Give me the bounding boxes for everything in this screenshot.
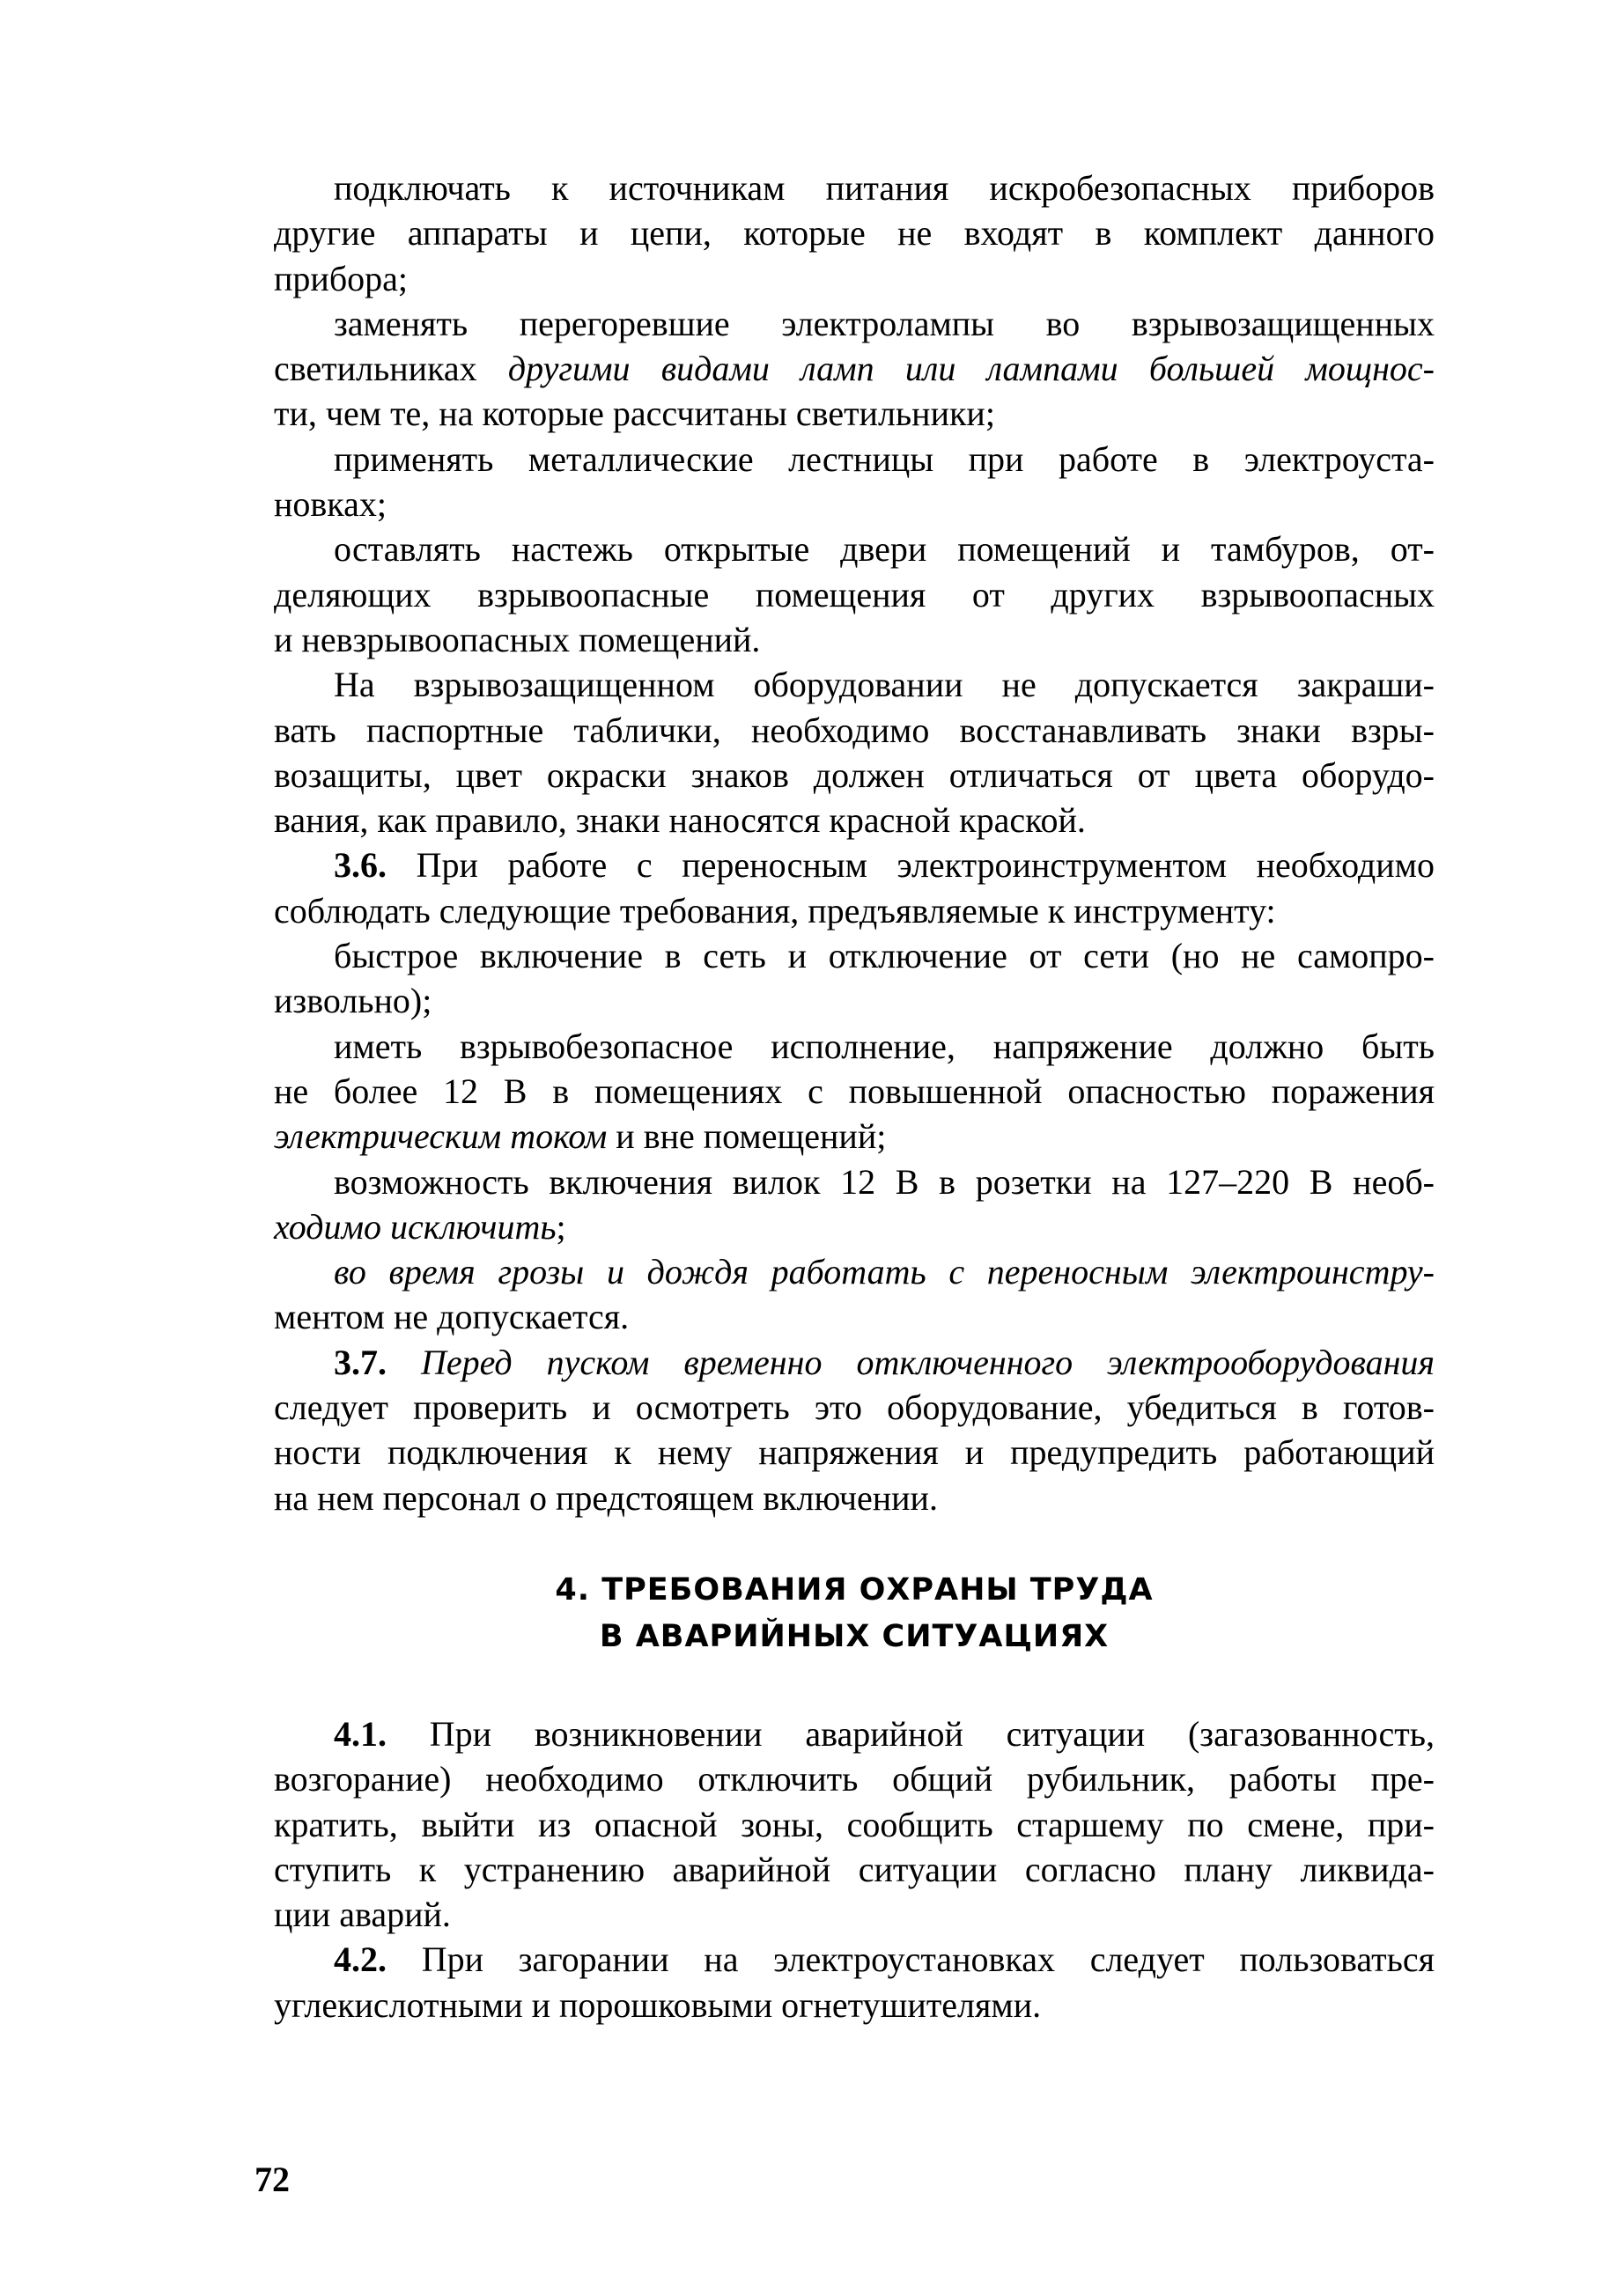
text-line: вания, как правило, знаки наносятся красной краской. (274, 800, 1086, 841)
text-segment: светильниках (274, 349, 508, 389)
text-line: оставлять настежь открытые двери помещений и тамбуров, от- (334, 529, 1435, 570)
text-line: другие аппараты и цепи, которые не входят в комплект данного (274, 213, 1435, 254)
clause-number: 4.1. (334, 1714, 387, 1754)
text-line (274, 346, 1435, 391)
text-line (274, 1937, 1435, 1982)
text-segment: При работе с переносным электроинструментом необходимо (387, 845, 1435, 886)
text-line: иметь взрывобезопасное исполнение, напряжение должно быть (334, 1026, 1435, 1066)
text-line: следует проверить и осмотреть это оборудование, убедиться в готов- (274, 1387, 1435, 1428)
clause-number: 4.2. (334, 1939, 387, 1980)
text-line: ментом не допускается. (274, 1297, 630, 1337)
text-line: возгорание) необходимо отключить общий рубильник, работы пре- (274, 1759, 1435, 1799)
text-line: На взрывозащищенном оборудовании не допускается закраши- (334, 665, 1435, 705)
text-section-bottom (274, 1711, 1435, 2027)
section-heading (274, 1567, 1435, 1660)
text-line: ности подключения к нему напряжения и предупредить работающий (274, 1432, 1435, 1473)
paragraph (274, 933, 1435, 1024)
text-line: ступить к устранению аварийной ситуации согласно плану ликвида- (274, 1849, 1435, 1889)
text-line: ции аварий. (274, 1895, 451, 1935)
text-segment: электрическим током (274, 1116, 608, 1157)
page-number: 72 (255, 2160, 290, 2199)
clause-number: 3.7. (334, 1342, 387, 1382)
paragraph (274, 1249, 1435, 1340)
paragraph (274, 526, 1435, 662)
text-line (274, 1204, 1435, 1249)
text-line: вать паспортные таблички, необходимо восстанавливать знаки взры- (274, 710, 1435, 750)
text-line: не более 12 В в помещениях с повышенной опасностью поражения (274, 1071, 1435, 1111)
heading-line-1: 4. ТРЕБОВАНИЯ ОХРАНЫ ТРУДА (555, 1572, 1154, 1608)
text-segment: ; (556, 1206, 566, 1247)
text-line: новках; (274, 484, 387, 525)
text-line: углекислотными и порошковыми огнетушителями. (274, 1984, 1042, 2025)
text-line (274, 1114, 1435, 1159)
paragraph (274, 1340, 1435, 1520)
paragraph (274, 1937, 1435, 2027)
text-segment: ходимо исключить (274, 1206, 557, 1247)
heading-line-2: В АВАРИЙНЫХ СИТУАЦИЯХ (599, 1619, 1110, 1654)
text-segment: и вне помещений; (607, 1116, 887, 1157)
paragraph (274, 437, 1435, 527)
text-line (274, 1711, 1435, 1756)
text-line: кратить, выйти из опасной зоны, сообщить старшему по смене, при- (274, 1804, 1435, 1844)
text-line: подключать к источникам питания искробезопасных приборов (334, 168, 1435, 208)
text-line (274, 1249, 1435, 1294)
text-segment (387, 1343, 421, 1382)
text-line: быстрое включение в сеть и отключение от сети (но не самопро- (334, 936, 1435, 976)
paragraph (274, 1024, 1435, 1159)
text-segment: другими видами ламп или лампами большей мощнос- (507, 349, 1435, 389)
text-line (274, 843, 1435, 887)
paragraph (274, 662, 1435, 843)
text-line: возащиты, цвет окраски знаков должен отличаться от цвета оборудо- (274, 754, 1435, 795)
text-line: применять металлические лестницы при работе в электроуста- (334, 438, 1435, 479)
paragraph (274, 843, 1435, 933)
text-line: прибора; (274, 258, 409, 298)
text-line (274, 1340, 1435, 1385)
text-line: возможность включения вилок 12 В в розетки на 127–220 В необ- (334, 1161, 1435, 1202)
text-line: и невзрывоопасных помещений. (274, 619, 761, 659)
text-line: деляющих взрывоопасные помещения от других взрывоопасных (274, 574, 1435, 614)
paragraph (274, 301, 1435, 437)
text-line: соблюдать следующие требования, предъявляемые к инструменту: (274, 890, 1276, 931)
clause-number: 3.6. (334, 845, 387, 886)
paragraph (274, 1159, 1435, 1250)
text-line: заменять перегоревшие электролампы во взрывозащищенных (334, 303, 1435, 343)
paragraph (274, 166, 1435, 301)
text-segment: При возникновении аварийной ситуации (загазованность, (387, 1714, 1435, 1754)
text-segment: во время грозы и дождя работать с переносным электроинстру- (334, 1252, 1435, 1292)
text-line: извольно); (274, 981, 432, 1021)
text-segment: Перед пуском временно отключенного электрооборудования (421, 1342, 1435, 1382)
text-segment: При загорании на электроустановках следует пользоваться (387, 1939, 1435, 1980)
text-line: ти, чем те, на которые рассчитаны светильники; (274, 394, 995, 434)
text-section-top (274, 166, 1435, 1520)
text-line: на нем персонал о предстоящем включении. (274, 1477, 938, 1518)
paragraph (274, 1711, 1435, 1937)
